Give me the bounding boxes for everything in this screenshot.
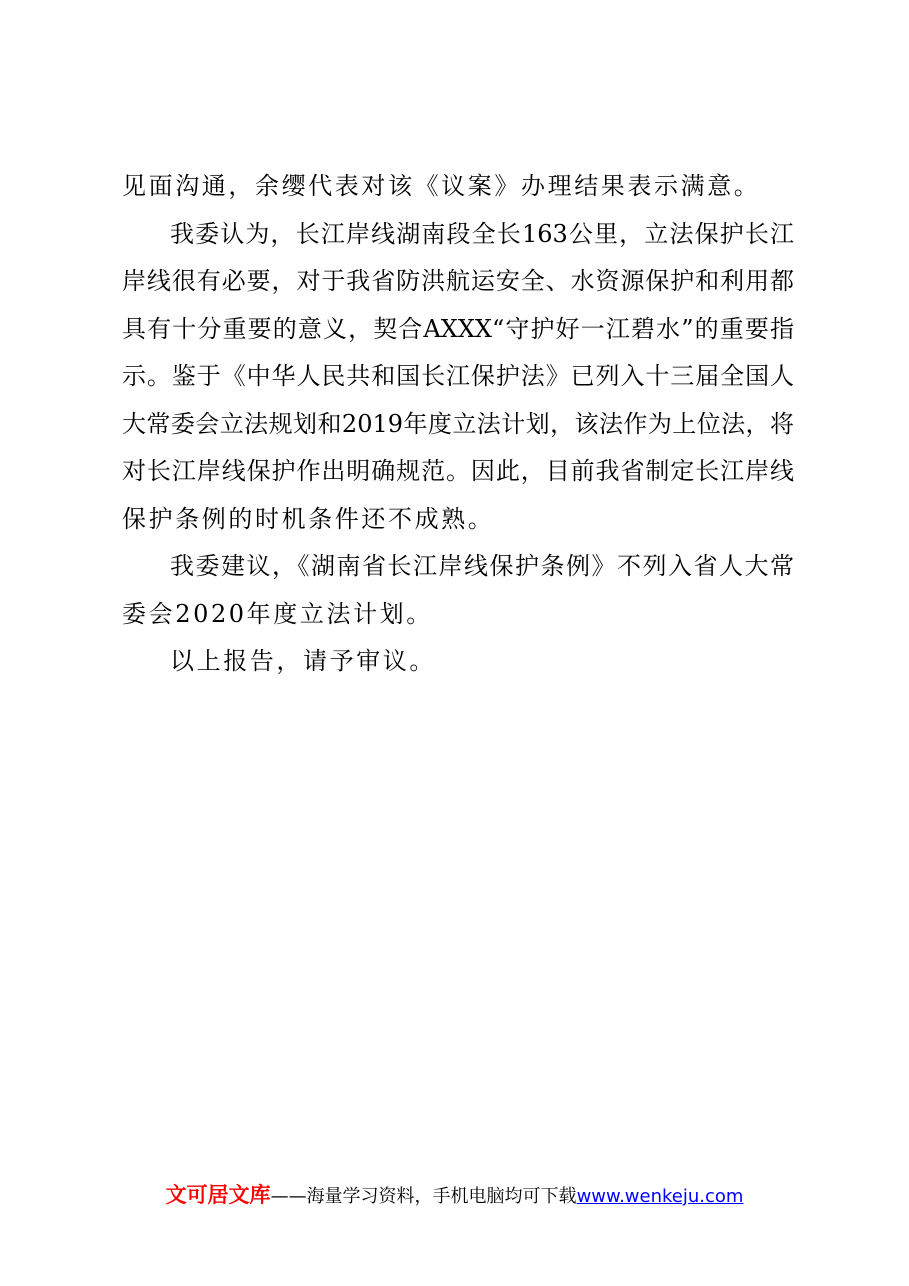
footer-text: ——海量学习资料，手机电脑均可下载 [270, 1186, 577, 1207]
paragraph-line: 大常委会立法规划和2019年度立法计划，该法作为上位法，将 [122, 409, 794, 438]
footer-banner [0, 1182, 909, 1210]
footer-brand: 文可居文库 [165, 1183, 271, 1207]
paragraph-line: 见面沟通，余缨代表对该《议案》办理结果表示满意。 [122, 172, 761, 200]
paragraph-line: 以上报告，请予审议。 [170, 647, 436, 675]
paragraph-line: 保护条例的时机条件还不成熟。 [122, 504, 495, 533]
paragraph-line: 对长江岸线保护作出明确规范。因此，目前我省制定长江岸线 [122, 457, 794, 485]
footer-link[interactable]: www.wenkeju.com [576, 1186, 744, 1207]
paragraph-line: 岸线很有必要，对于我省防洪航运安全、水资源保护和利用都 [122, 267, 794, 295]
document-body [122, 163, 794, 686]
paragraph-line: 委会2020年度立法计划。 [122, 599, 433, 628]
paragraph-line: 我委建议，《湖南省长江岸线保护条例》不列入省人大常 [170, 552, 794, 580]
paragraph-line: 我委认为，长江岸线湖南段全长163公里，立法保护长江 [170, 219, 794, 248]
paragraph-line: 具有十分重要的意义，契合AXXX“守护好一江碧水”的重要指 [122, 314, 794, 343]
paragraph-line: 示。鉴于《中华人民共和国长江保护法》已列入十三届全国人 [122, 362, 794, 390]
